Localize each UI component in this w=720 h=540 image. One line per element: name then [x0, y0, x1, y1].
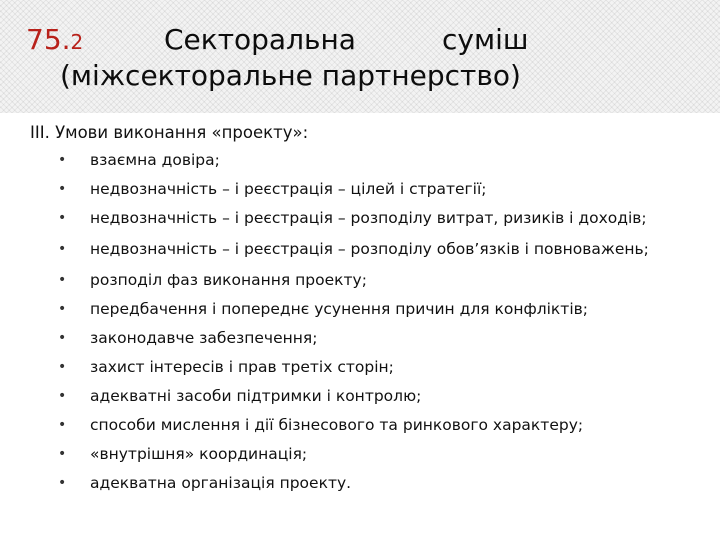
list-item: [58, 299, 713, 320]
list-item: [58, 208, 713, 229]
list-item-text: законодавче забезпечення;: [90, 329, 318, 347]
bullet-icon: •: [58, 446, 67, 462]
bullet-icon: •: [58, 181, 67, 197]
bullet-icon: •: [58, 301, 67, 317]
list-item: [58, 239, 713, 260]
list-item: [58, 328, 713, 349]
slide-number: [26, 22, 83, 60]
list-item: [58, 415, 713, 436]
section-heading: ІІІ. Умови виконання «проекту»:: [30, 123, 309, 142]
list-item: [58, 386, 713, 407]
list-item-text: передбачення і попереднє усунення причин для конфліктів;: [90, 300, 588, 318]
conditions-list: [58, 150, 713, 502]
list-item-text: адекватні засоби підтримки і контролю;: [90, 387, 422, 405]
list-item-text: «внутрішня» координація;: [90, 445, 308, 463]
list-item: [58, 150, 713, 171]
bullet-icon: •: [58, 210, 67, 226]
list-item-text: недвозначність – і реєстрація – цілей і стратегії;: [90, 180, 487, 198]
bullet-icon: •: [58, 152, 67, 168]
list-item: [58, 444, 713, 465]
list-item: [58, 179, 713, 200]
bullet-icon: •: [58, 359, 67, 375]
list-item-text: адекватна організація проекту.: [90, 474, 352, 492]
slide-number-sub: 2: [70, 30, 84, 54]
bullet-icon: •: [58, 272, 67, 288]
bullet-icon: •: [58, 330, 67, 346]
list-item-text: захист інтересів і прав третіх сторін;: [90, 358, 394, 376]
list-item-text: розподіл фаз виконання проекту;: [90, 271, 367, 289]
title-word-2: суміш: [442, 23, 529, 56]
list-item-text: способи мислення і дії бізнесового та ринкового характеру;: [90, 416, 584, 434]
bullet-icon: •: [58, 388, 67, 404]
list-item-text: недвозначність – і реєстрація – розподілу витрат, ризиків і доходів;: [90, 209, 647, 227]
title-line-1: [26, 22, 716, 58]
list-item-text: взаємна довіра;: [90, 151, 220, 169]
list-item-text: недвозначність – і реєстрація – розподілу обов’язків і повноважень;: [90, 240, 649, 258]
slide-title: [26, 22, 716, 94]
bullet-icon: •: [58, 417, 67, 433]
slide-number-main: 75.: [26, 23, 71, 56]
list-item: [58, 270, 713, 291]
bullet-icon: •: [58, 475, 67, 491]
list-item: [58, 357, 713, 378]
bullet-icon: •: [58, 241, 67, 257]
title-word-1: Секторальна: [164, 23, 356, 56]
list-item: [58, 473, 713, 494]
title-line-2: (міжсекторальне партнерство): [60, 59, 521, 92]
